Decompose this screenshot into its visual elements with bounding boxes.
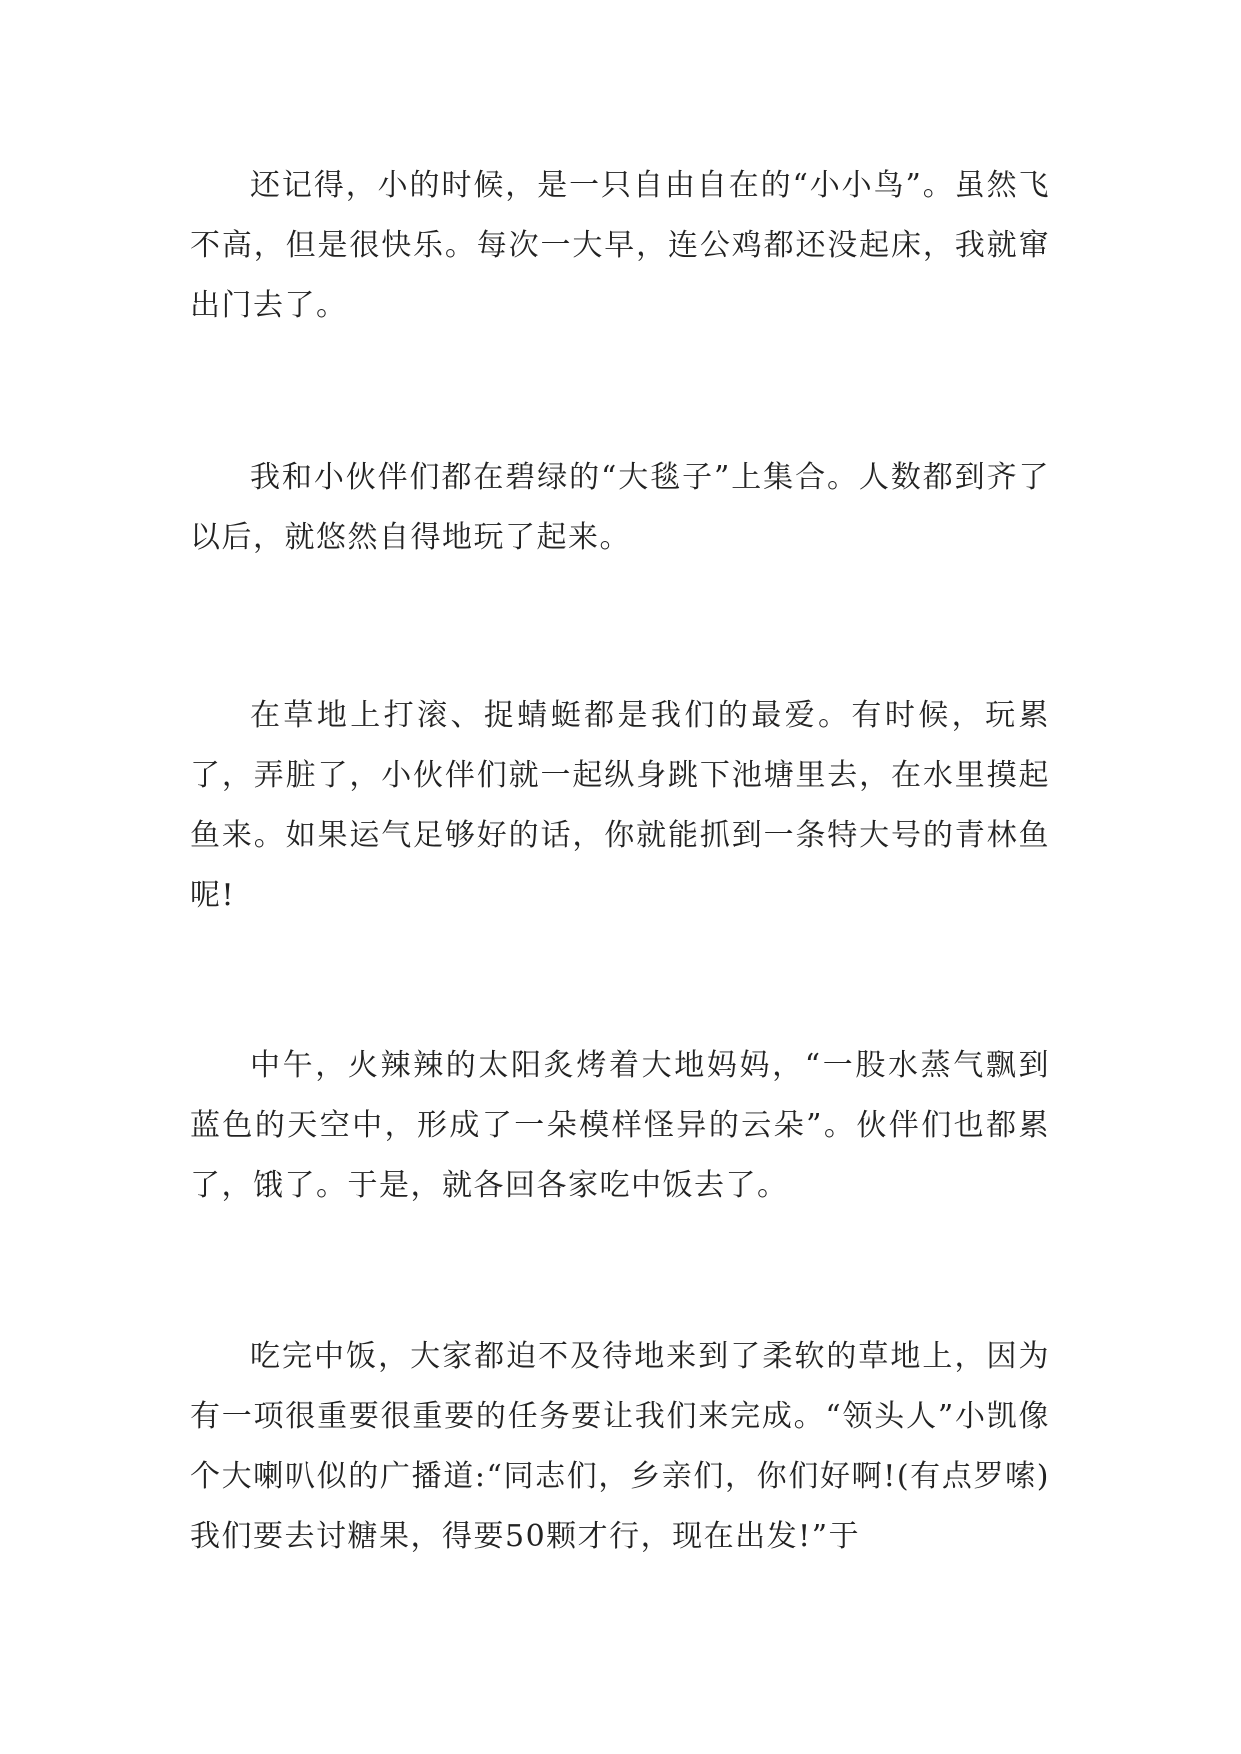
paragraph-5: 吃完中饭，大家都迫不及待地来到了柔软的草地上，因为有一项很重要很重要的任务要让我们来完成。“领头人”小凯像个大喇叭似的广播道:“同志们，乡亲们，你们好啊!(有点罗嗦)我们要去讨糖果，得要50颗才行，现在出发!”于 xyxy=(190,1339,1050,1554)
paragraph-3: 在草地上打滚、捉蜻蜓都是我们的最爱。有时候，玩累了，弄脏了，小伙伴们就一起纵身跳下池塘里去，在水里摸起鱼来。如果运气足够好的话，你就能抓到一条特大号的青林鱼呢! xyxy=(190,698,1050,913)
paragraph-2: 我和小伙伴们都在碧绿的“大毯子”上集合。人数都到齐了以后，就悠然自得地玩了起来。 xyxy=(190,460,1050,555)
paragraph-4: 中午，火辣辣的太阳炙烤着大地妈妈，“一股水蒸气飘到蓝色的天空中，形成了一朵模样怪异的云朵”。伙伴们也都累了，饿了。于是，就各回各家吃中饭去了。 xyxy=(190,1048,1050,1203)
paragraph-1: 还记得，小的时候，是一只自由自在的“小小鸟”。虽然飞不高，但是很快乐。每次一大早，连公鸡都还没起床，我就窜出门去了。 xyxy=(190,168,1050,323)
